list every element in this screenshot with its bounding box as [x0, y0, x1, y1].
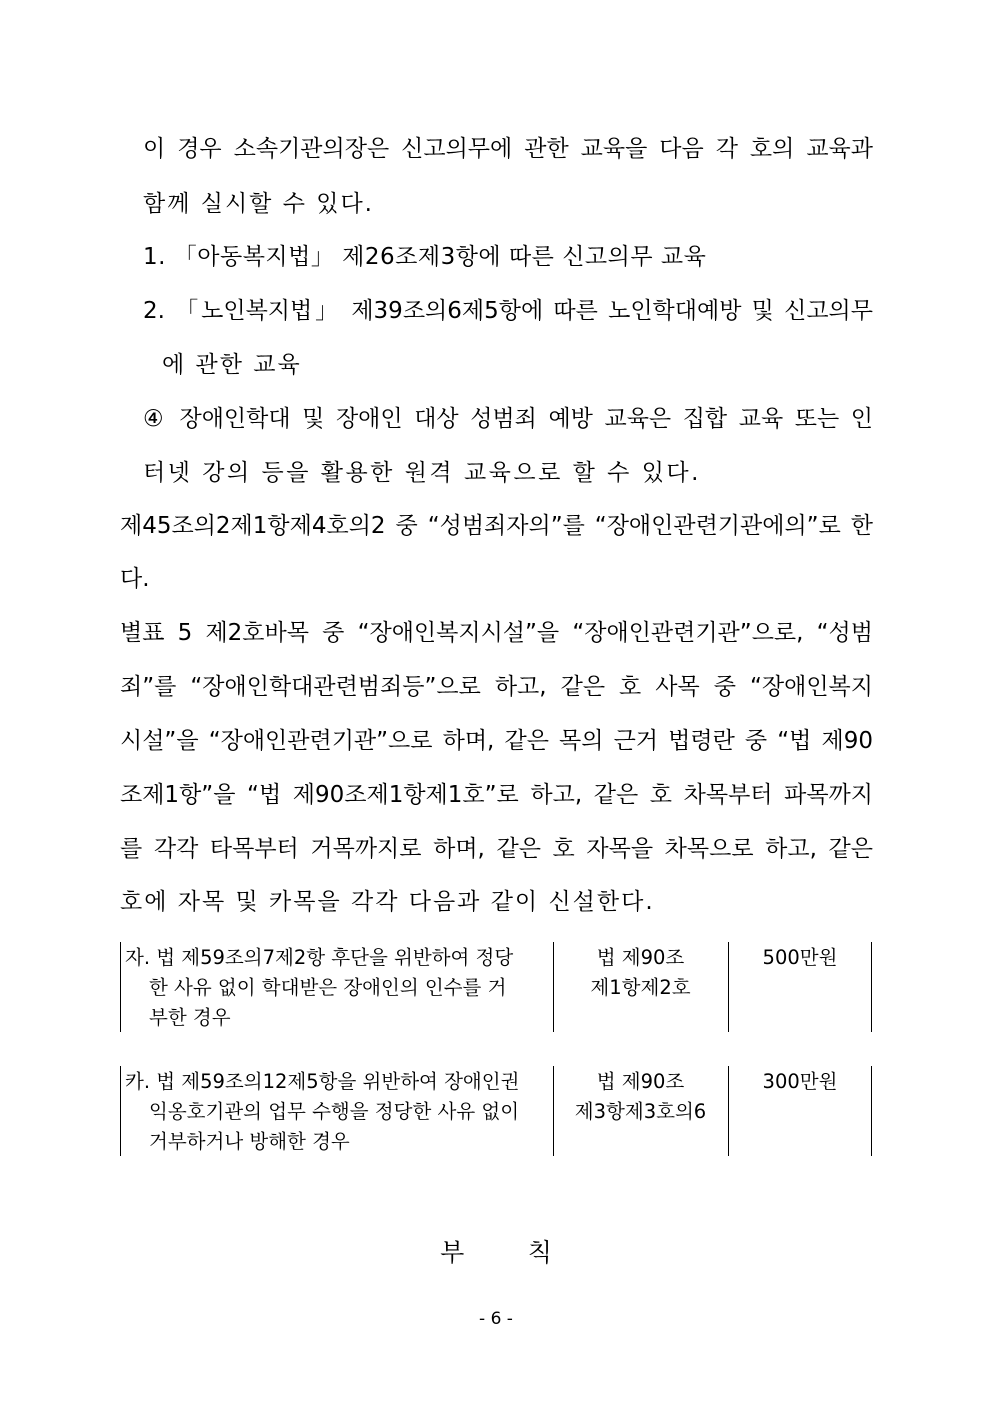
table-row — [120, 1066, 872, 1156]
cell-text: 익옹호기관의 업무 수행을 정당한 사유 없이 — [149, 1100, 520, 1123]
table-row — [120, 942, 872, 1032]
amendment-line: 호에 자목 및 카목을 각각 다음과 같이 신설한다. — [120, 889, 655, 915]
amount-cell — [729, 1066, 872, 1156]
cell-text: 거부하거나 방해한 경우 — [149, 1130, 350, 1153]
paragraph-line: 이 경우 소속기관의장은 신고의무에 관한 교육을 다음 각 호의 교육과 — [143, 136, 873, 162]
cell-text: 법 제90조 — [596, 946, 685, 969]
legal-basis-cell — [553, 1066, 729, 1156]
list-item-continuation: 에 관한 교육 — [162, 352, 302, 378]
page-number: - 6 - — [479, 1309, 513, 1329]
cell-text: 300만원 — [762, 1070, 838, 1093]
list-item: 2. 「노인복지법」 제39조의6제5항에 따른 노인학대예방 및 신고의무 — [143, 298, 873, 324]
paragraph-line: 함께 실시할 수 있다. — [143, 191, 374, 217]
cell-text: 제1항제2호 — [590, 976, 691, 999]
list-item: 1. 「아동복지법」 제26조제3항에 따른 신고의무 교육 — [143, 244, 707, 270]
legal-basis-cell — [553, 942, 729, 1032]
description-cell — [120, 942, 554, 1032]
amendment-line: 제45조의2제1항제4호의2 중 “성범죄자의”를 “장애인관련기관에의”로 한 — [120, 513, 873, 539]
amendment-line: 를 각각 타목부터 거목까지로 하며, 같은 호 자목을 차목으로 하고, 같은 — [120, 836, 873, 862]
cell-text: 법 제90조 — [596, 1070, 685, 1093]
cell-text: 제3항제3호의6 — [574, 1100, 707, 1123]
amendment-line: 조제1항”을 “법 제90조제1항제1호”로 하고, 같은 호 차목부터 파목까지 — [120, 782, 873, 808]
cell-text: 부한 경우 — [149, 1006, 231, 1029]
cell-text: 500만원 — [762, 946, 838, 969]
amendment-line: 죄”를 “장애인학대관련범죄등”으로 하고, 같은 호 사목 중 “장애인복지 — [120, 674, 873, 700]
amount-cell — [729, 942, 872, 1032]
description-cell — [120, 1066, 554, 1156]
paragraph-line: 터넷 강의 등을 활용한 원격 교육으로 할 수 있다. — [143, 460, 701, 486]
cell-text: 한 사유 없이 학대받은 장애인의 인수를 거 — [149, 976, 507, 999]
cell-text: 자. 법 제59조의7제2항 후단을 위반하여 정당 — [125, 946, 514, 969]
amendment-line: 별표 5 제2호바목 중 “장애인복지시설”을 “장애인관련기관”으로, “성범 — [120, 620, 873, 646]
cell-text: 카. 법 제59조의12제5항을 위반하여 장애인권 — [125, 1070, 520, 1093]
amendment-line: 다. — [120, 566, 150, 592]
paragraph-line: ④ 장애인학대 및 장애인 대상 성범죄 예방 교육은 집합 교육 또는 인 — [143, 406, 873, 432]
section-title: 부 칙 — [440, 1238, 552, 1267]
amendment-line: 시설”을 “장애인관련기관”으로 하며, 같은 목의 근거 법령란 중 “법 제90 — [120, 728, 873, 754]
